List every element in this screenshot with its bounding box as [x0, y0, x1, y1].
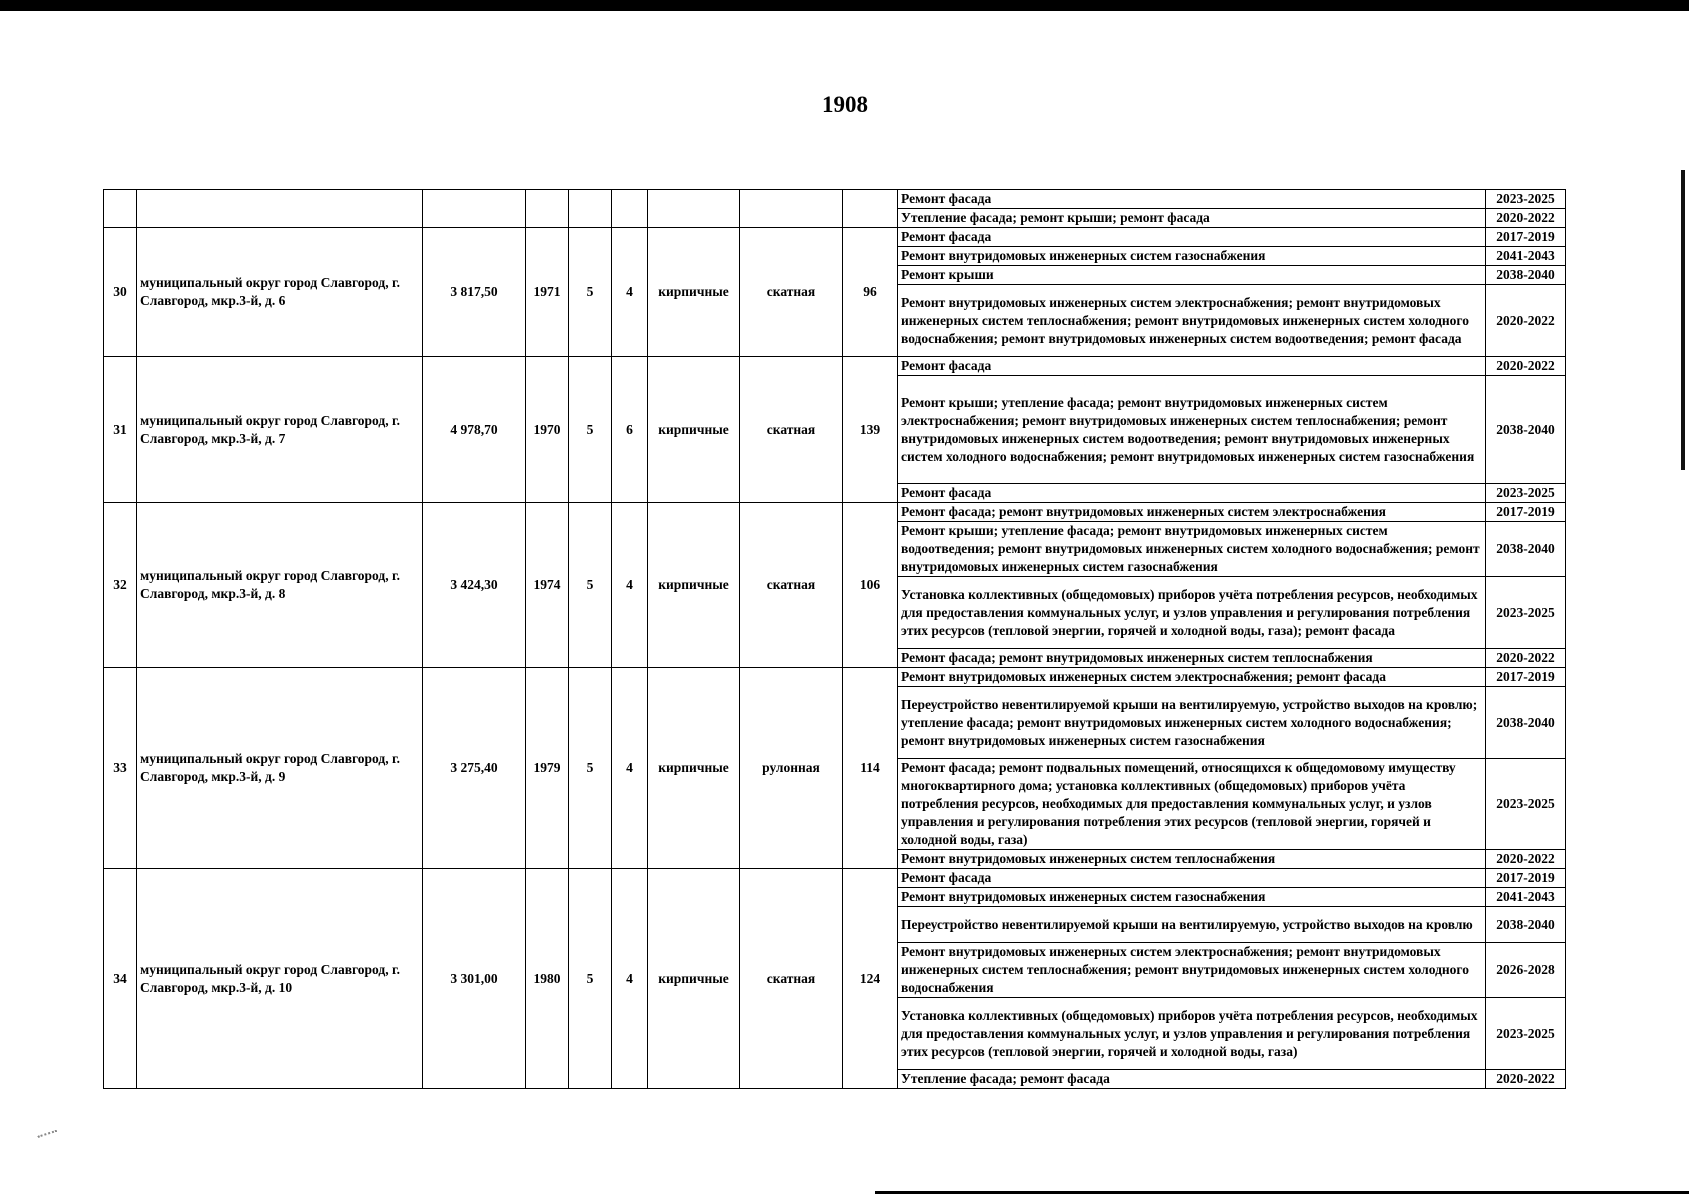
address-cell: муниципальный округ город Славгород, г. Славгород, мкр.3-й, д. 7	[137, 357, 423, 503]
roof-type-cell: скатная	[740, 503, 843, 668]
floors-cell: 5	[569, 357, 612, 503]
area-cell: 3 424,30	[423, 503, 526, 668]
work-period: 2020-2022	[1486, 649, 1566, 668]
work-period: 2017-2019	[1486, 869, 1566, 888]
work-description: Ремонт фасада	[898, 869, 1486, 888]
row-number: 34	[104, 869, 137, 1089]
area-cell: 3 817,50	[423, 228, 526, 357]
work-period: 2023-2025	[1486, 759, 1566, 850]
work-period: 2017-2019	[1486, 668, 1566, 687]
year-cell: 1979	[526, 668, 569, 869]
work-description: Ремонт фасада	[898, 190, 1486, 209]
residents-cell: 139	[843, 357, 898, 503]
roof-type-cell: рулонная	[740, 668, 843, 869]
year-cell: 1974	[526, 503, 569, 668]
work-description: Утепление фасада; ремонт фасада	[898, 1070, 1486, 1089]
work-description: Ремонт внутридомовых инженерных систем теплоснабжения	[898, 850, 1486, 869]
building-row	[104, 503, 1566, 522]
work-period: 2041-2043	[1486, 247, 1566, 266]
page-number: 1908	[822, 92, 868, 117]
year-cell: 1970	[526, 357, 569, 503]
work-period: 2041-2043	[1486, 888, 1566, 907]
entrances-cell	[612, 190, 648, 228]
area-cell: 4 978,70	[423, 357, 526, 503]
wall-material-cell: кирпичные	[648, 869, 740, 1089]
building-row	[104, 668, 1566, 687]
work-period: 2020-2022	[1486, 850, 1566, 869]
roof-type-cell: скатная	[740, 357, 843, 503]
year-cell	[526, 190, 569, 228]
residents-cell	[843, 190, 898, 228]
work-description: Ремонт крыши; утепление фасада; ремонт внутридомовых инженерных систем электроснабжения; ремонт внутридомовых инженерных систем теплоснабжения; ремонт внутридомовых инженерных систем водоотведения; ремонт внутридомовых инженерных систем холодного водоснабжения; ремонт внутридомовых инженерных систем газоснабжения	[898, 376, 1486, 484]
work-period: 2020-2022	[1486, 1070, 1566, 1089]
work-description: Ремонт фасада; ремонт внутридомовых инженерных систем теплоснабжения	[898, 649, 1486, 668]
entrances-cell: 4	[612, 869, 648, 1089]
building-row	[104, 190, 1566, 209]
work-description: Ремонт фасада; ремонт подвальных помещений, относящихся к общедомовому имуществу многоквартирного дома; установка коллективных (общедомовых) приборов учёта потребления ресурсов, необходимых для предоставления коммунальных услуг, и узлов управления и регулирования потребления этих ресурсов (тепловой энергии, горячей и холодной воды, газа)	[898, 759, 1486, 850]
work-description: Переустройство невентилируемой крыши на вентилируемую, устройство выходов на кровлю	[898, 907, 1486, 943]
wall-material-cell: кирпичные	[648, 668, 740, 869]
row-number: 31	[104, 357, 137, 503]
building-row	[104, 357, 1566, 376]
roof-type-cell: скатная	[740, 869, 843, 1089]
wall-material-cell: кирпичные	[648, 503, 740, 668]
floors-cell: 5	[569, 228, 612, 357]
work-period: 2020-2022	[1486, 357, 1566, 376]
building-row	[104, 869, 1566, 888]
entrances-cell: 6	[612, 357, 648, 503]
address-cell: муниципальный округ город Славгород, г. Славгород, мкр.3-й, д. 6	[137, 228, 423, 357]
floors-cell	[569, 190, 612, 228]
scan-speck	[35, 1122, 57, 1138]
address-cell: муниципальный округ город Славгород, г. Славгород, мкр.3-й, д. 8	[137, 503, 423, 668]
residents-cell: 106	[843, 503, 898, 668]
work-description: Ремонт крыши; утепление фасада; ремонт внутридомовых инженерных систем водоотведения; ремонт внутридомовых инженерных систем холодного водоснабжения; ремонт внутридомовых инженерных систем газоснабжения	[898, 522, 1486, 577]
floors-cell: 5	[569, 668, 612, 869]
roof-type-cell	[740, 190, 843, 228]
work-period: 2023-2025	[1486, 484, 1566, 503]
work-period: 2023-2025	[1486, 190, 1566, 209]
address-cell: муниципальный округ город Славгород, г. Славгород, мкр.3-й, д. 10	[137, 869, 423, 1089]
work-period: 2038-2040	[1486, 266, 1566, 285]
work-period: 2023-2025	[1486, 577, 1566, 649]
area-cell: 3 275,40	[423, 668, 526, 869]
floors-cell: 5	[569, 869, 612, 1089]
scan-edge-mark	[1681, 170, 1685, 470]
work-period: 2017-2019	[1486, 228, 1566, 247]
wall-material-cell	[648, 190, 740, 228]
address-cell: муниципальный округ город Славгород, г. Славгород, мкр.3-й, д. 9	[137, 668, 423, 869]
row-number: 30	[104, 228, 137, 357]
work-period: 2026-2028	[1486, 943, 1566, 998]
work-description: Установка коллективных (общедомовых) приборов учёта потребления ресурсов, необходимых для предоставления коммунальных услуг, и узлов управления и регулирования потребления этих ресурсов (тепловой энергии, горячей и холодной воды, газа); ремонт фасада	[898, 577, 1486, 649]
wall-material-cell: кирпичные	[648, 228, 740, 357]
work-description: Установка коллективных (общедомовых) приборов учёта потребления ресурсов, необходимых для предоставления коммунальных услуг, и узлов управления и регулирования потребления этих ресурсов (тепловой энергии, горячей и холодной воды, газа)	[898, 998, 1486, 1070]
work-period: 2038-2040	[1486, 687, 1566, 759]
building-row	[104, 228, 1566, 247]
work-description: Переустройство невентилируемой крыши на вентилируемую, устройство выходов на кровлю; утепление фасада; ремонт внутридомовых инженерных систем холодного водоснабжения; ремонт внутридомовых инженерных систем газоснабжения	[898, 687, 1486, 759]
residents-cell: 96	[843, 228, 898, 357]
work-period: 2038-2040	[1486, 376, 1566, 484]
row-number	[104, 190, 137, 228]
work-description: Ремонт крыши	[898, 266, 1486, 285]
work-description: Ремонт внутридомовых инженерных систем электроснабжения; ремонт внутридомовых инженерных систем теплоснабжения; ремонт внутридомовых инженерных систем холодного водоснабжения; ремонт внутридомовых инженерных систем водоотведения; ремонт фасада	[898, 285, 1486, 357]
address-cell	[137, 190, 423, 228]
roof-type-cell: скатная	[740, 228, 843, 357]
wall-material-cell: кирпичные	[648, 357, 740, 503]
work-description: Ремонт фасада; ремонт внутридомовых инженерных систем электроснабжения	[898, 503, 1486, 522]
work-description: Ремонт внутридомовых инженерных систем электроснабжения; ремонт внутридомовых инженерных систем теплоснабжения; ремонт внутридомовых инженерных систем холодного водоснабжения	[898, 943, 1486, 998]
table-body	[104, 190, 1566, 1089]
work-description: Ремонт фасада	[898, 357, 1486, 376]
residents-cell: 114	[843, 668, 898, 869]
work-period: 2038-2040	[1486, 522, 1566, 577]
row-number: 33	[104, 668, 137, 869]
floors-cell: 5	[569, 503, 612, 668]
entrances-cell: 4	[612, 503, 648, 668]
work-description: Ремонт внутридомовых инженерных систем газоснабжения	[898, 247, 1486, 266]
area-cell: 3 301,00	[423, 869, 526, 1089]
scan-bottom-line	[875, 1191, 1689, 1194]
work-period: 2038-2040	[1486, 907, 1566, 943]
area-cell	[423, 190, 526, 228]
row-number: 32	[104, 503, 137, 668]
work-period: 2020-2022	[1486, 209, 1566, 228]
entrances-cell: 4	[612, 228, 648, 357]
scan-top-border	[0, 0, 1689, 11]
work-description: Утепление фасада; ремонт крыши; ремонт фасада	[898, 209, 1486, 228]
year-cell: 1971	[526, 228, 569, 357]
work-period: 2017-2019	[1486, 503, 1566, 522]
work-description: Ремонт внутридомовых инженерных систем газоснабжения	[898, 888, 1486, 907]
work-period: 2023-2025	[1486, 998, 1566, 1070]
year-cell: 1980	[526, 869, 569, 1089]
work-period: 2020-2022	[1486, 285, 1566, 357]
work-description: Ремонт фасада	[898, 228, 1486, 247]
repair-program-table	[103, 189, 1566, 1089]
work-description: Ремонт внутридомовых инженерных систем электроснабжения; ремонт фасада	[898, 668, 1486, 687]
work-description: Ремонт фасада	[898, 484, 1486, 503]
entrances-cell: 4	[612, 668, 648, 869]
residents-cell: 124	[843, 869, 898, 1089]
